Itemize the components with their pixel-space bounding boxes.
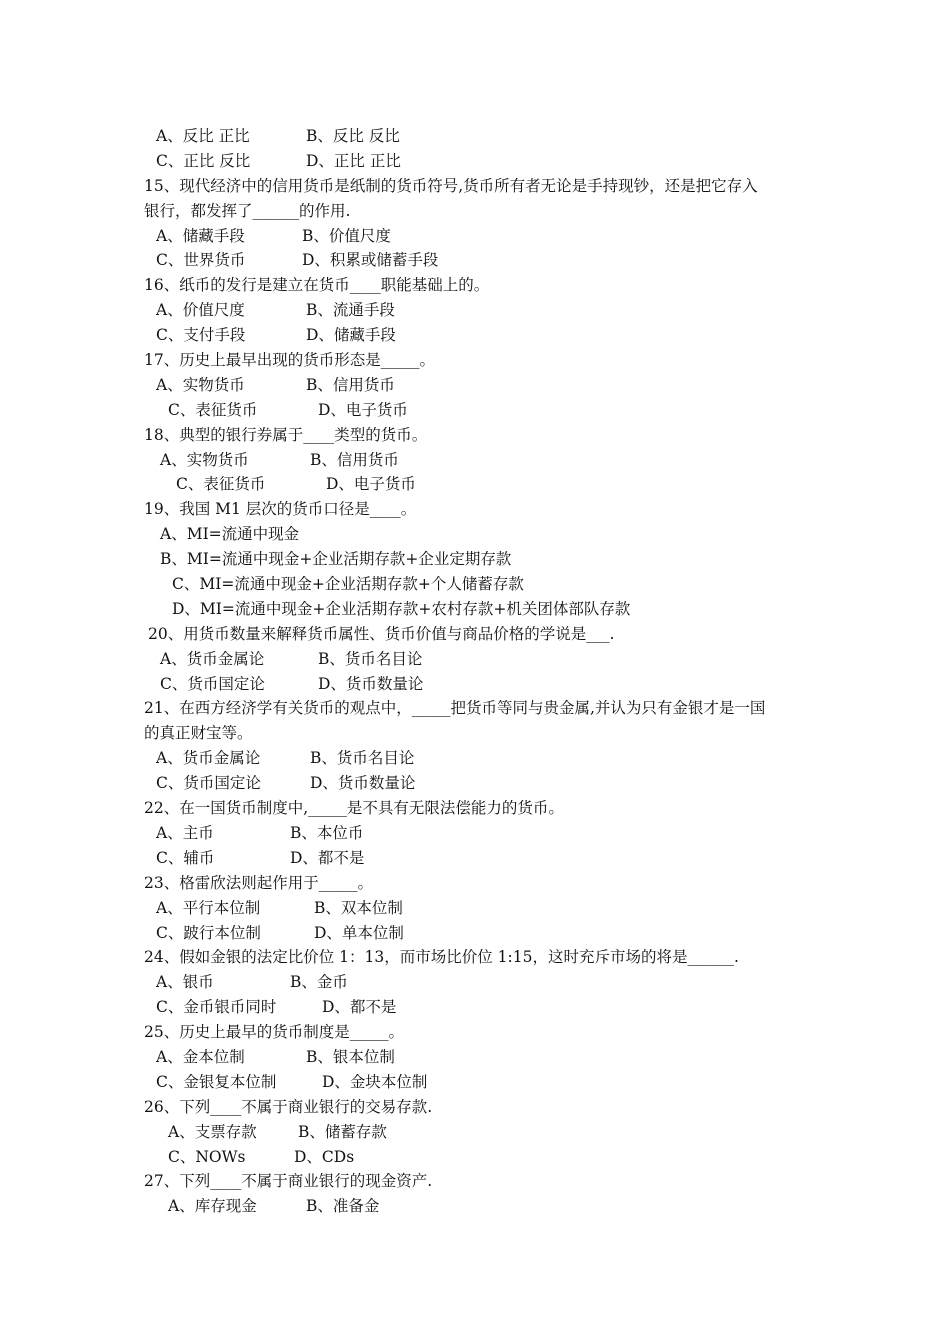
- option-right: B、货币名目论: [318, 649, 423, 668]
- option-right: D、单本位制: [314, 923, 404, 942]
- option-left: C、货币国定论: [156, 774, 261, 793]
- option-left: A、金本位制: [156, 1047, 245, 1066]
- question-text: 23、格雷欣法则起作用于_____。: [144, 873, 373, 892]
- option-left: A、储藏手段: [156, 226, 245, 245]
- option-right: B、准备金: [306, 1197, 380, 1216]
- option-line: [144, 970, 814, 995]
- option-line: [144, 647, 814, 672]
- question-line: [144, 597, 814, 622]
- option-left: C、支付手段: [156, 326, 246, 345]
- question-text: 22、在一国货币制度中,_____是不具有无限法偿能力的货币。: [144, 799, 564, 818]
- question-text: 银行，都发挥了______的作用.: [144, 201, 351, 220]
- option-right: B、货币名目论: [310, 749, 415, 768]
- option-line: [144, 672, 814, 697]
- option-right: B、流通手段: [306, 301, 395, 320]
- option-line: [144, 448, 814, 473]
- option-left: A、平行本位制: [156, 898, 261, 917]
- option-left: A、货币金属论: [160, 649, 265, 668]
- option-right: D、CDs: [294, 1147, 355, 1166]
- question-line: [144, 174, 814, 199]
- question-text: 20、用货币数量来解释货币属性、货币价值与商品价格的学说是___.: [148, 624, 615, 643]
- option-left: C、世界货币: [156, 251, 246, 270]
- option-right: D、电子货币: [326, 475, 416, 494]
- option-line: [144, 248, 814, 273]
- question-text: 16、纸币的发行是建立在货币____职能基础上的。: [144, 276, 490, 295]
- option-left: A、价值尺度: [156, 301, 245, 320]
- option-left: C、表征货币: [176, 475, 266, 494]
- option-right: B、金币: [290, 973, 348, 992]
- question-line: [144, 1020, 814, 1045]
- option-line: [144, 323, 814, 348]
- question-line: [144, 497, 814, 522]
- question-text: 19、我国 M1 层次的货币口径是____。: [144, 500, 417, 519]
- option-line: [144, 846, 814, 871]
- option-left: A、实物货币: [156, 375, 245, 394]
- option-right: B、信用货币: [306, 375, 395, 394]
- question-text: D、MI=流通中现金+企业活期存款+农村存款+机关团体部队存款: [172, 599, 631, 618]
- option-right: D、货币数量论: [310, 774, 416, 793]
- question-line: [144, 423, 814, 448]
- question-line: [144, 572, 814, 597]
- option-right: B、反比 反比: [306, 127, 400, 145]
- option-left: A、货币金属论: [156, 749, 261, 768]
- option-line: [144, 1194, 814, 1219]
- option-right: D、货币数量论: [318, 674, 424, 693]
- question-line: [144, 273, 814, 298]
- option-left: C、辅币: [156, 848, 215, 867]
- question-text: 15、现代经济中的信用货币是纸制的货币符号,货币所有者无论是手持现钞，还是把它存入: [144, 176, 758, 195]
- option-line: [144, 995, 814, 1020]
- question-text: B、MI=流通中现金+企业活期存款+企业定期存款: [160, 550, 512, 569]
- question-text: C、MI=流通中现金+企业活期存款+个人储蓄存款: [172, 575, 524, 594]
- option-left: C、货币国定论: [160, 674, 265, 693]
- question-text: 24、假如金银的法定比价位 1：13，而市场比价位 1:15，这时充斥市场的将是______.: [144, 948, 739, 967]
- option-left: A、银币: [156, 973, 214, 992]
- option-line: [144, 1145, 814, 1170]
- option-line: [144, 149, 814, 174]
- option-left: C、NOWs: [168, 1147, 246, 1166]
- question-text: 18、典型的银行券属于____类型的货币。: [144, 425, 428, 444]
- option-right: B、双本位制: [314, 898, 403, 917]
- question-text: 的真正财宝等。: [144, 724, 253, 743]
- option-right: D、积累或储蓄手段: [302, 251, 439, 270]
- option-line: [144, 921, 814, 946]
- option-left: A、支票存款: [168, 1122, 257, 1141]
- option-right: D、储藏手段: [306, 326, 396, 345]
- option-left: A、主币: [156, 823, 214, 842]
- option-left: C、正比 反比: [156, 151, 251, 170]
- option-right: D、都不是: [322, 998, 397, 1017]
- option-line: [144, 771, 814, 796]
- option-line: [144, 472, 814, 497]
- question-line: [144, 945, 814, 970]
- option-right: D、正比 正比: [306, 151, 401, 170]
- option-left: C、金银复本位制: [156, 1072, 277, 1091]
- option-line: [144, 746, 814, 771]
- question-line: [144, 199, 814, 224]
- option-left: A、实物货币: [160, 450, 249, 469]
- option-line: [144, 124, 814, 149]
- option-line: [144, 1070, 814, 1095]
- question-line: [144, 348, 814, 373]
- option-left: C、跛行本位制: [156, 923, 261, 942]
- option-line: [144, 398, 814, 423]
- question-text: 26、下列____不属于商业银行的交易存款.: [144, 1097, 433, 1116]
- question-line: [144, 721, 814, 746]
- option-line: [144, 373, 814, 398]
- question-text: 21、在西方经济学有关货币的观点中，_____把货币等同与贵金属,并认为只有金银才是一国: [144, 699, 766, 718]
- option-line: [144, 224, 814, 249]
- question-line: [144, 1095, 814, 1120]
- option-right: B、价值尺度: [302, 226, 391, 245]
- question-text: 27、下列____不属于商业银行的现金资产.: [144, 1172, 433, 1191]
- option-left: C、表征货币: [168, 400, 258, 419]
- option-right: D、金块本位制: [322, 1072, 428, 1091]
- question-text: A、MI=流通中现金: [160, 525, 300, 544]
- option-line: [144, 1045, 814, 1070]
- option-right: B、储蓄存款: [298, 1122, 387, 1141]
- option-right: B、本位币: [290, 823, 364, 842]
- option-line: [144, 298, 814, 323]
- option-right: B、银本位制: [306, 1047, 395, 1066]
- option-line: [144, 1120, 814, 1145]
- question-line: [144, 547, 814, 572]
- question-line: [144, 622, 814, 647]
- option-left: A、反比 正比: [156, 127, 250, 145]
- option-right: B、信用货币: [310, 450, 399, 469]
- question-line: [144, 1169, 814, 1194]
- option-right: D、电子货币: [318, 400, 408, 419]
- question-text: 25、历史上最早的货币制度是_____。: [144, 1023, 404, 1042]
- option-right: D、都不是: [290, 848, 365, 867]
- option-left: A、库存现金: [168, 1197, 257, 1216]
- question-line: [144, 696, 814, 721]
- question-line: [144, 796, 814, 821]
- question-list: [144, 124, 814, 1219]
- question-text: 17、历史上最早出现的货币形态是_____。: [144, 351, 435, 370]
- option-line: [144, 821, 814, 846]
- question-line: [144, 522, 814, 547]
- question-line: [144, 871, 814, 896]
- option-line: [144, 896, 814, 921]
- option-left: C、金币银币同时: [156, 998, 277, 1017]
